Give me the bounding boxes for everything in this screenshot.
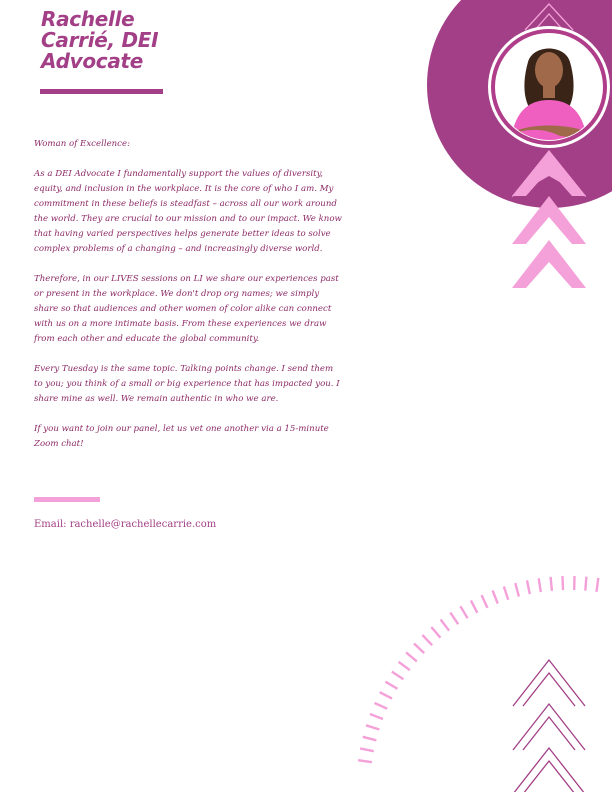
name-line-2: Carrié, DEI xyxy=(41,28,159,52)
paragraph-3: Every Tuesday is the same topic. Talking points change. I send them to you; you think of a small or big experience that has impacted you. I share mine as well. We remain authentic in who we are. xyxy=(34,364,340,404)
name-line-3: Advocate xyxy=(41,49,144,73)
bottom-chevron-outlines xyxy=(513,660,585,792)
tick-mark xyxy=(370,714,383,719)
tick-mark xyxy=(406,652,417,661)
tick-mark xyxy=(358,760,372,762)
tick-mark xyxy=(366,725,379,729)
paragraph-2: Therefore, in our LIVES sessions on LI we share our experiences past or present in the workplace. We don't drop org names; we simply share so that audiences and other women of color alike can connect with us on a more intimate basis. From these experiences we draw from each other and educate the global community. xyxy=(34,274,339,344)
tick-mark xyxy=(585,577,586,591)
tick-mark xyxy=(460,606,467,618)
tick-mark xyxy=(527,580,530,594)
tick-mark xyxy=(380,692,392,698)
tick-mark xyxy=(360,748,374,751)
tick-mark xyxy=(551,577,552,591)
footer-accent-bar xyxy=(34,497,100,502)
tick-mark xyxy=(515,583,519,597)
tick-mark xyxy=(597,578,599,592)
tick-mark xyxy=(385,682,397,689)
author-name xyxy=(41,9,241,72)
tick-mark xyxy=(422,635,432,645)
tick-mark xyxy=(504,587,508,600)
tick-mark xyxy=(441,620,450,631)
tick-mark xyxy=(563,576,564,590)
tick-mark xyxy=(450,613,458,625)
tick-mark xyxy=(539,578,541,592)
tick-mark xyxy=(375,703,388,709)
paragraph-4: If you want to join our panel, let us vet one another via a 15-minute Zoom chat! xyxy=(34,424,329,449)
salutation: Woman of Excellence: xyxy=(34,139,130,149)
tick-mark xyxy=(431,627,440,638)
tick-mark xyxy=(493,591,498,604)
tick-mark xyxy=(414,644,424,654)
letter-body xyxy=(34,137,344,467)
paragraph-1: As a DEI Advocate I fundamentally support the values of diversity, equity, and inclusion in the workplace. It is the core of who I am. My commitment in these beliefs is steadfast – across all our work around the world. They are crucial to our mission and to our impact. We know that having varied perspectives helps generate better ideas to solve complex problems of a changing – and increasingly diverse world. xyxy=(34,169,342,254)
contact-email[interactable]: Email: rachelle@rachellecarrie.com xyxy=(34,519,217,530)
name-line-1: Rachelle xyxy=(41,7,135,31)
tick-mark xyxy=(471,600,477,612)
tick-mark xyxy=(399,662,410,670)
tick-mark xyxy=(363,737,377,741)
title-underline xyxy=(40,89,163,94)
tick-mark xyxy=(392,672,404,680)
tick-mark xyxy=(482,595,488,608)
